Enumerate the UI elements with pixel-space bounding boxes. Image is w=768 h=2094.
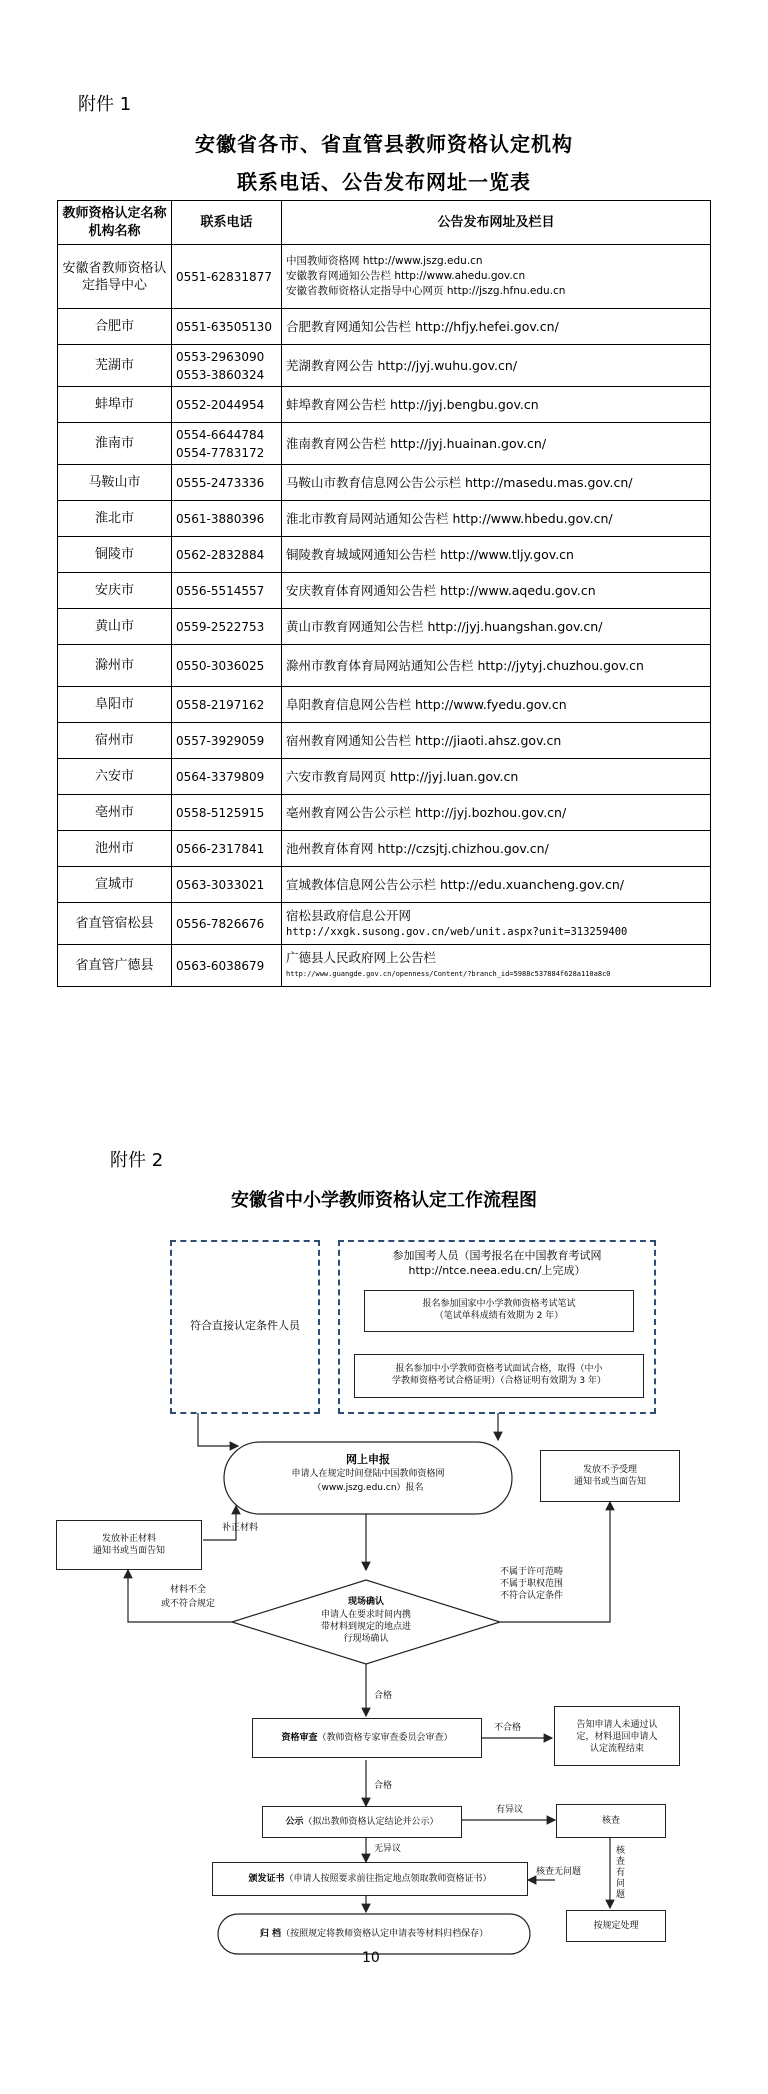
phone-line: 0554-7783172 [176,445,265,460]
onsite-desc-1: 申请人在要求时间内携 [320,1610,411,1620]
org-cell: 滁州市 [58,645,172,687]
phone-cell: 0555-2473336 [172,465,282,501]
org-cell: 省直管广德县 [58,945,172,987]
fail-line-3: 认定流程结束 [589,1744,644,1754]
phone-line: 0554-6644784 [176,427,265,442]
org-cell: 芜湖市 [58,345,172,387]
notice-cell: 芜湖教育网公告 http://jyj.wuhu.gov.cn/ [282,345,711,387]
onsite-desc-3: 行现场确认 [343,1634,389,1644]
phone-cell: 0564-3379809 [172,759,282,795]
archive-desc: （按照规定将教师资格认定申请表等材料归档保存） [281,1929,489,1939]
org-cell: 六安市 [58,759,172,795]
notice-line: 宿松县政府信息公开网 [286,907,412,923]
supplement-notice-line2: 通知书或当面告知 [92,1546,165,1556]
public-title: 公示 [285,1817,304,1827]
review-text [253,1732,481,1744]
pass-label-1: 合格 [374,1691,393,1701]
phone-cell: 0557-3929059 [172,723,282,759]
exam-title-url: http://ntce.neea.edu.cn/上完成） [408,1264,586,1277]
online-apply-desc2: （www.jszg.edu.cn）报名 [312,1483,424,1493]
supplement-notice-line1: 发放补正材料 [101,1534,156,1544]
notice-line: 安徽教育网通知公告栏 http://www.ahedu.gov.cn [286,270,526,282]
phone-cell: 0566-2317841 [172,831,282,867]
online-apply-desc1: 申请人在规定时间登陆中国教师资格网 [291,1469,445,1479]
notice-cell: 黄山市教育网通知公告栏 http://jyj.huangshan.gov.cn/ [282,609,711,645]
org-cell: 铜陵市 [58,537,172,573]
exam-step-interview-line1: 报名参加中小学教师资格考试面试合格，取得（中小 [395,1364,603,1374]
org-cell: 宿州市 [58,723,172,759]
incomplete-line2: 或不符合规定 [160,1599,215,1609]
handle-label: 按规定处理 [593,1921,639,1931]
phone-cell: 0556-7826676 [172,903,282,945]
org-cell: 池州市 [58,831,172,867]
arrow-onsite-to-supplement [128,1570,276,1622]
reject-reasons [500,1566,610,1602]
review-title: 资格审查 [281,1733,318,1743]
notice-cell: 铜陵教育城域网通知公告栏 http://www.tljy.gov.cn [282,537,711,573]
org-cell: 合肥市 [58,309,172,345]
org-cell: 淮北市 [58,501,172,537]
archive-text [218,1928,530,1940]
arrow-direct-to-online [198,1413,238,1446]
notice-line: 中国教师资格网 http://www.jszg.edu.cn [286,255,483,267]
attachment2-label: 附件 2 [110,1150,164,1171]
notice-cell: 池州教育体育网 http://czsjtj.chizhou.gov.cn/ [282,831,711,867]
exam-step-written [364,1290,634,1332]
notice-cell: 马鞍山市教育信息网公告公示栏 http://masedu.mas.gov.cn/ [282,465,711,501]
onsite-desc-2: 带材料到规定的地点进 [320,1622,411,1632]
phone-cell: 0563-3033021 [172,867,282,903]
verify-box [556,1804,666,1838]
fail-notice-box [554,1706,680,1766]
phone-cell: 0558-5125915 [172,795,282,831]
supplement-notice-box [56,1520,202,1570]
notice-cell: 合肥教育网通知公告栏 http://hfjy.hefei.gov.cn/ [282,309,711,345]
supplement-label: 补正材料 [221,1523,258,1533]
notice-cell: 淮南教育网公告栏 http://jyj.huainan.gov.cn/ [282,423,711,465]
public-text [263,1816,461,1828]
phone-cell: 0552-2044954 [172,387,282,423]
exam-step-interview-line2: 学教师资格考试合格证明）（合格证明有效期为 3 年） [392,1376,606,1386]
no-objection-label: 无异议 [374,1844,402,1854]
notice-cell: 宣城教体信息网公告公示栏 http://edu.xuancheng.gov.cn/ [282,867,711,903]
notice-cell: 安庆教育体育网通知公告栏 http://www.aqedu.gov.cn [282,573,711,609]
issue-title: 颁发证书 [248,1874,285,1884]
public-box [262,1806,462,1838]
reject-notice-box [540,1450,680,1502]
notice-cell: 亳州教育网公告公示栏 http://jyj.bozhou.gov.cn/ [282,795,711,831]
header-phone: 联系电话 [172,201,282,245]
reject-reason: 不符合认定条件 [500,1591,564,1601]
directory-title-line2: 联系电话、公告发布网址一览表 [237,170,531,194]
phone-cell: 0561-3880396 [172,501,282,537]
reject-notice-line1: 发放不予受理 [582,1465,637,1475]
reject-reason: 不属于许可范畴 [500,1567,564,1577]
notice-cell: 六安市教育局网页 http://jyj.luan.gov.cn [282,759,711,795]
org-cell: 阜阳市 [58,687,172,723]
notice-line: 广德县人民政府网上公告栏 [286,949,437,965]
notice-cell: 淮北市教育局网站通知公告栏 http://www.hbedu.gov.cn/ [282,501,711,537]
page-number: 10 [362,1950,380,1966]
reject-notice-line2: 通知书或当面告知 [573,1477,646,1487]
attachment1-label: 附件 1 [78,94,132,115]
objection-label: 有异议 [496,1805,524,1815]
header-org: 教师资格认定名称机构名称 [58,201,172,245]
phone-cell: 0558-2197162 [172,687,282,723]
notice-cell: 蚌埠教育网公告栏 http://jyj.bengbu.gov.cn [282,387,711,423]
phone-cell: 0550-3036025 [172,645,282,687]
org-cell: 省直管宿松县 [58,903,172,945]
phone-cell: 0559-2522753 [172,609,282,645]
incomplete-line1: 材料不全 [169,1585,206,1595]
org-cell: 黄山市 [58,609,172,645]
org-cell: 蚌埠市 [58,387,172,423]
phone-line: 0553-3860324 [176,367,265,382]
arrow-onsite-to-reject [500,1502,610,1622]
issue-box [212,1862,528,1896]
phone-cell: 0563-6038679 [172,945,282,987]
review-box [252,1718,482,1758]
directory-title-line1: 安徽省各市、省直管县教师资格认定机构 [195,132,573,156]
org-cell: 安庆市 [58,573,172,609]
org-cell: 亳州市 [58,795,172,831]
notice-cell: 宿州教育网通知公告栏 http://jiaoti.ahsz.gov.cn [282,723,711,759]
fail-line-1: 告知申请人未通过认 [576,1720,658,1730]
reject-reason: 不属于职权范围 [500,1579,564,1589]
phone-line: 0553-2963090 [176,349,265,364]
phone-cell: 0551-62831877 [172,245,282,309]
exam-step-written-line1: 报名参加国家中小学教师资格考试笔试 [422,1299,576,1309]
online-apply-title: 网上申报 [346,1453,390,1466]
org-cell: 安徽省教师资格认定指导中心 [58,245,172,309]
notice-line: http://xxgk.susong.gov.cn/web/unit.aspx?unit=313259400 [286,925,628,938]
handle-box [566,1910,666,1942]
exam-step-interview [354,1354,644,1398]
public-desc: （拟出教师资格认定结论并公示） [303,1817,439,1827]
archive-title: 归 档 [259,1929,282,1939]
exam-step-written-line2: （笔试单科成绩有效期为 2 年） [434,1311,564,1321]
exam-title: 参加国考人员（国考报名在中国教育考试网 [392,1249,602,1262]
org-cell: 淮南市 [58,423,172,465]
phone-cell: 0562-2832884 [172,537,282,573]
fail-line-2: 定，材料退回申请人 [576,1732,658,1742]
org-cell: 宣城市 [58,867,172,903]
pass-label-2: 合格 [374,1781,393,1791]
phone-cell: 0556-5514557 [172,573,282,609]
verify-ok-label: 核查无问题 [536,1867,582,1877]
org-cell: 马鞍山市 [58,465,172,501]
phone-cell: 0551-63505130 [172,309,282,345]
direct-label: 符合直接认定条件人员 [190,1319,300,1332]
verify-problem-label: 核查有问题 [616,1846,626,1900]
fail-label: 不合格 [494,1723,522,1733]
notice-line: http://www.guangde.gov.cn/openness/Content/?branch_id=5988c537884f628a110a8c0 [286,969,611,978]
flowchart-title: 安徽省中小学教师资格认定工作流程图 [231,1190,537,1211]
issue-text [213,1873,527,1885]
notice-line: 安徽省教师资格认定指导中心网页 http://jszg.hfnu.edu.cn [286,285,566,297]
issue-desc: （申请人按照要求前往指定地点领取教师资格证书） [284,1874,492,1884]
notice-cell: 滁州市教育体育局网站通知公告栏 http://jytyj.chuzhou.gov.cn [282,645,711,687]
notice-cell: 阜阳教育信息网公告栏 http://www.fyedu.gov.cn [282,687,711,723]
verify-label: 核查 [601,1816,620,1826]
header-notice: 公告发布网址及栏目 [282,201,711,245]
review-desc: （教师资格专家审查委员会审查） [317,1733,453,1743]
onsite-title: 现场确认 [347,1597,384,1607]
